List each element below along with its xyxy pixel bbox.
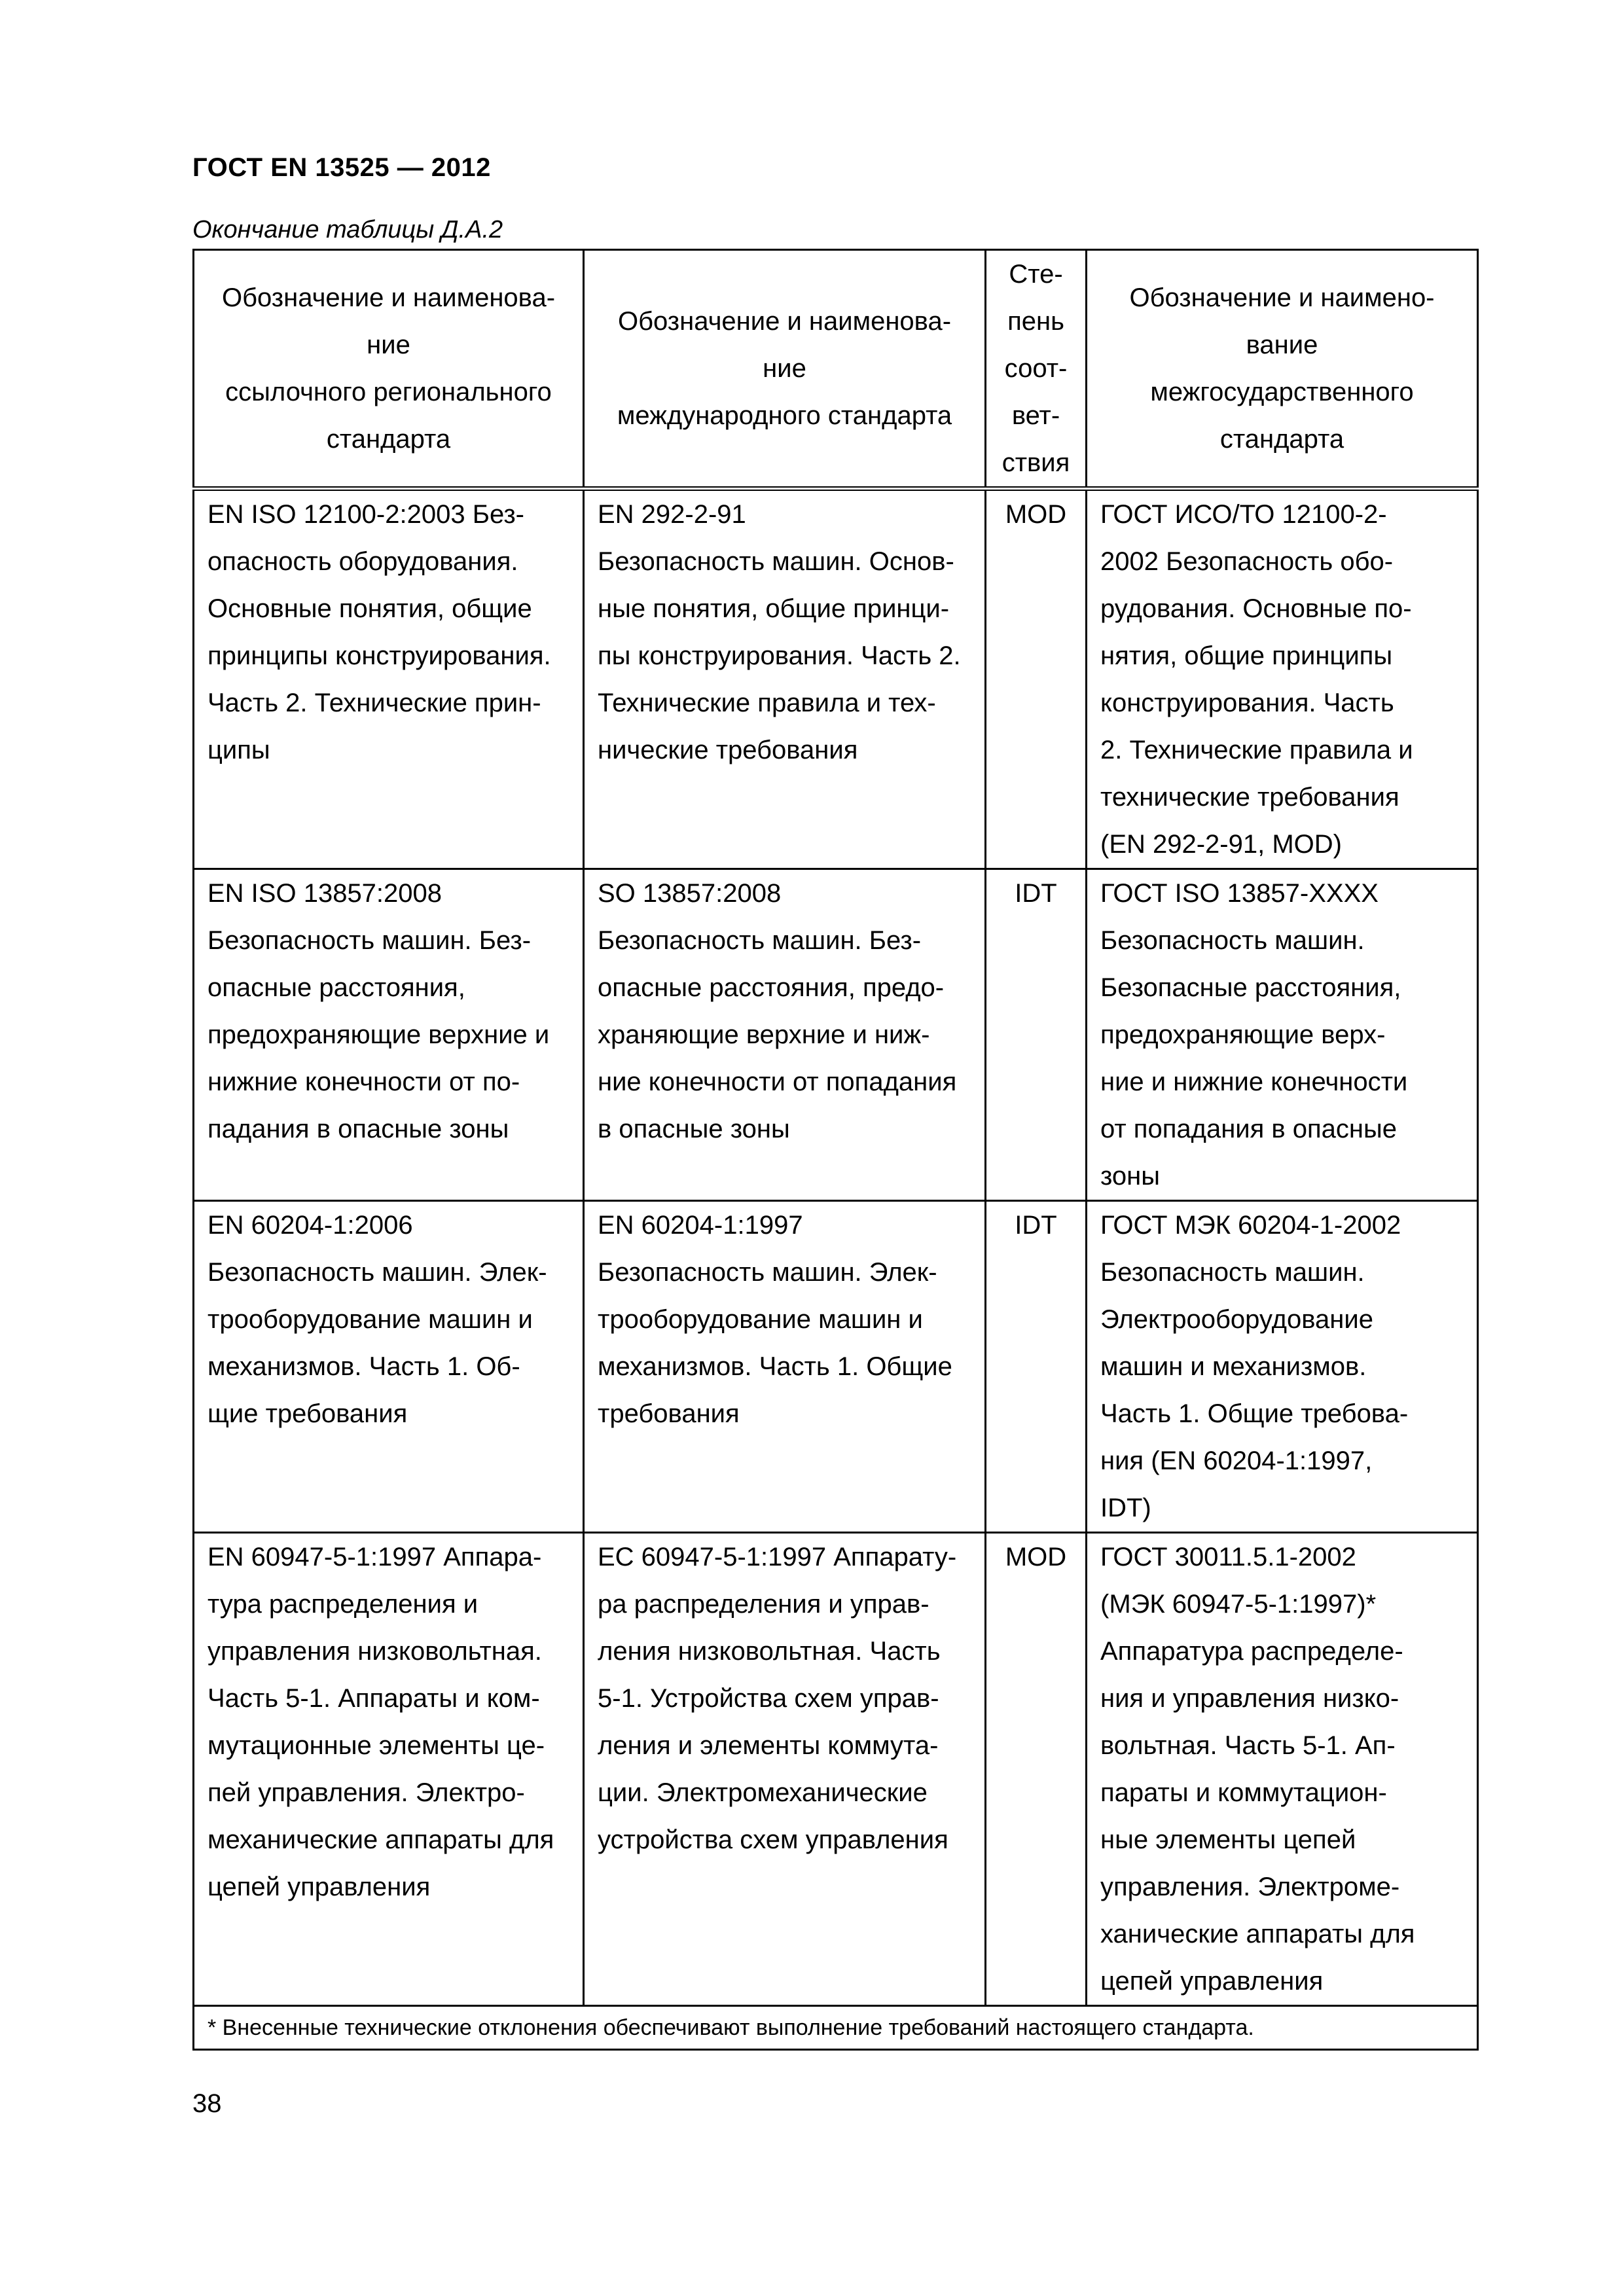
interstate-standard-cell: ГОСТ 30011.5.1-2002 (МЭК 60947-5-1:1997)* Аппаратура распределе- ния и управления низко- вольтная. Часть 5-1. Ап- параты и коммутацион- ные элементы цепей управления. Электроме- ханические аппараты для цепей управления [1087,1533,1478,2006]
degree-cell: IDT [986,1201,1087,1533]
international-standard-cell: EC 60947-5-1:1997 Аппарату- ра распределения и управ- ления низковольтная. Часть 5-1. Устройства схем управ- ления и элементы коммута- ции. Электромеханические устройства схем управления [584,1533,986,2006]
degree-cell: MOD [986,1533,1087,2006]
degree-cell: IDT [986,869,1087,1201]
column-header-degree-of-correspondence: Сте- пень соот- вет- ствия [986,250,1087,489]
table-row [194,869,1478,1201]
table-caption: Окончание таблицы Д.А.2 [192,216,503,243]
interstate-standard-cell: ГОСТ МЭК 60204-1-2002 Безопасность машин. Электрооборудование машин и механизмов. Часть 1. Общие требова- ния (EN 60204-1:1997, IDT) [1087,1201,1478,1533]
table-footnote: * Внесенные технические отклонения обеспечивают выполнение требований настоящего стандарта. [194,2006,1478,2050]
table-row [194,489,1478,869]
interstate-standard-cell: ГОСТ ИСО/ТО 12100-2- 2002 Безопасность обо- рудования. Основные по- нятия, общие принципы конструирования. Часть 2. Технические правила и технические требования (EN 292-2-91, MOD) [1087,489,1478,869]
degree-cell: MOD [986,489,1087,869]
international-standard-cell: EN 292-2-91 Безопасность машин. Основ- ные понятия, общие принци- пы конструирования. Часть 2. Технические правила и тех- нические требования [584,489,986,869]
column-header-interstate-standard: Обозначение и наимено- вание межгосударственного стандарта [1087,250,1478,489]
table-row [194,1533,1478,2006]
interstate-standard-cell: ГОСТ ISO 13857-XXXX Безопасность машин. Безопасные расстояния, предохраняющие верх- ние и нижние конечности от попадания в опасные зоны [1087,869,1478,1201]
standards-table [192,249,1479,2051]
document-title: ГОСТ EN 13525 — 2012 [192,153,491,182]
column-header-international-standard: Обозначение и наименова- ние международного стандарта [584,250,986,489]
regional-standard-cell: EN ISO 12100-2:2003 Без- опасность оборудования. Основные понятия, общие принципы конструирования. Часть 2. Технические прин- ципы [194,489,584,869]
page-number: 38 [192,2089,222,2118]
regional-standard-cell: EN 60204-1:2006 Безопасность машин. Элек- трооборудование машин и механизмов. Часть 1. Об- щие требования [194,1201,584,1533]
column-header-regional-standard: Обозначение и наименова- ние ссылочного регионального стандарта [194,250,584,489]
regional-standard-cell: EN ISO 13857:2008 Безопасность машин. Без- опасные расстояния, предохраняющие верхние и нижние конечности от по- падания в опасные зоны [194,869,584,1201]
table-footnote-row [194,2006,1478,2050]
international-standard-cell: SO 13857:2008 Безопасность машин. Без- опасные расстояния, предо- храняющие верхние и ниж- ние конечности от попадания в опасные зоны [584,869,986,1201]
table-row [194,1201,1478,1533]
regional-standard-cell: EN 60947-5-1:1997 Аппара- тура распределения и управления низковольтная. Часть 5-1. Аппараты и ком- мутационные элементы це- пей управления. Электро- механические аппараты для цепей управления [194,1533,584,2006]
international-standard-cell: EN 60204-1:1997 Безопасность машин. Элек- трооборудование машин и механизмов. Часть 1. Общие требования [584,1201,986,1533]
table-header-row [194,250,1478,489]
